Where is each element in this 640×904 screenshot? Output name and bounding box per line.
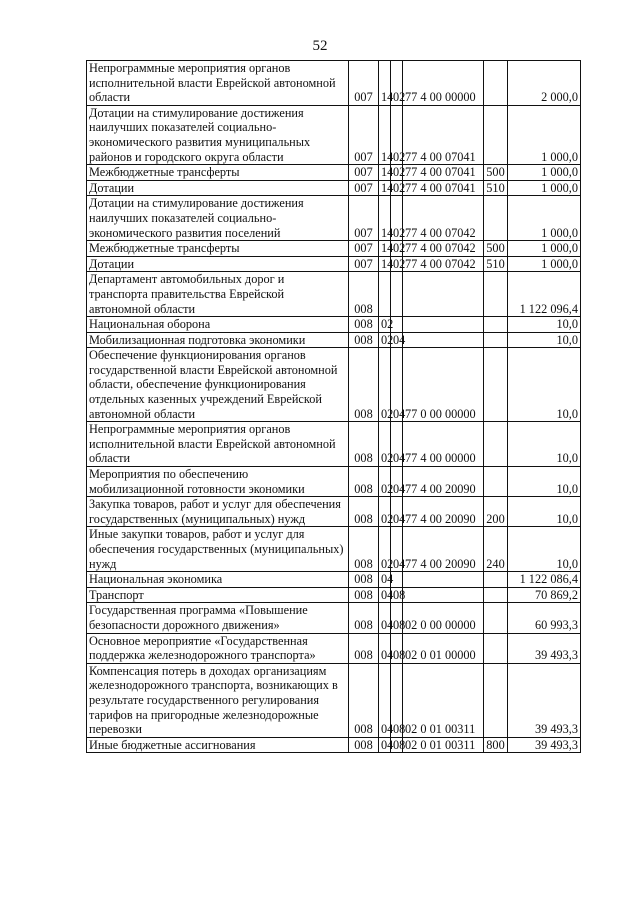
row-target-article: 77 4 00 20090 bbox=[403, 497, 484, 527]
row-expense-type bbox=[484, 348, 508, 422]
row-amount: 39 493,3 bbox=[508, 737, 581, 753]
table-row bbox=[87, 587, 581, 603]
row-subsection-code bbox=[391, 272, 403, 317]
row-name: Закупка товаров, работ и услуг для обеспечения государственных (муниципальных) нужд bbox=[87, 497, 349, 527]
row-amount: 10,0 bbox=[508, 332, 581, 348]
row-target-article bbox=[403, 272, 484, 317]
row-expense-type: 500 bbox=[484, 165, 508, 181]
row-subsection-code: 02 bbox=[391, 256, 403, 272]
row-expense-type: 200 bbox=[484, 497, 508, 527]
row-amount: 10,0 bbox=[508, 497, 581, 527]
row-target-article: 77 4 00 00000 bbox=[403, 61, 484, 106]
table-row bbox=[87, 527, 581, 572]
page-number: 52 bbox=[312, 38, 328, 54]
budget-table bbox=[86, 60, 581, 753]
row-subsection-code: 04 bbox=[391, 467, 403, 497]
row-section-code: 02 bbox=[379, 467, 391, 497]
row-gov-code: 008 bbox=[349, 332, 379, 348]
row-section-code: 14 bbox=[379, 180, 391, 196]
row-target-article: 77 4 00 07042 bbox=[403, 196, 484, 241]
row-target-article: 77 4 00 00000 bbox=[403, 422, 484, 467]
row-expense-type bbox=[484, 587, 508, 603]
row-section-code: 04 bbox=[379, 737, 391, 753]
table-body bbox=[87, 61, 581, 753]
row-gov-code: 008 bbox=[349, 587, 379, 603]
row-amount: 10,0 bbox=[508, 348, 581, 422]
table-row bbox=[87, 332, 581, 348]
row-gov-code: 008 bbox=[349, 272, 379, 317]
row-section-code: 02 bbox=[379, 332, 391, 348]
row-amount: 2 000,0 bbox=[508, 61, 581, 106]
row-subsection-code: 08 bbox=[391, 737, 403, 753]
row-subsection-code: 02 bbox=[391, 61, 403, 106]
table-row bbox=[87, 241, 581, 257]
row-target-article: 02 0 01 00311 bbox=[403, 737, 484, 753]
row-expense-type bbox=[484, 663, 508, 737]
table-row bbox=[87, 272, 581, 317]
row-gov-code: 007 bbox=[349, 241, 379, 257]
table-row bbox=[87, 572, 581, 588]
row-name: Государственная программа «Повышение безопасности дорожного движения» bbox=[87, 603, 349, 633]
row-expense-type bbox=[484, 633, 508, 663]
row-gov-code: 008 bbox=[349, 737, 379, 753]
row-target-article: 77 4 00 20090 bbox=[403, 467, 484, 497]
row-expense-type: 240 bbox=[484, 527, 508, 572]
row-gov-code: 007 bbox=[349, 165, 379, 181]
row-target-article: 77 4 00 07042 bbox=[403, 256, 484, 272]
table-row bbox=[87, 196, 581, 241]
row-amount: 1 000,0 bbox=[508, 196, 581, 241]
row-amount: 1 122 086,4 bbox=[508, 572, 581, 588]
table-row bbox=[87, 422, 581, 467]
row-target-article: 77 4 00 07041 bbox=[403, 165, 484, 181]
row-target-article: 77 4 00 20090 bbox=[403, 527, 484, 572]
row-expense-type bbox=[484, 332, 508, 348]
row-expense-type bbox=[484, 105, 508, 164]
table-row bbox=[87, 737, 581, 753]
row-target-article bbox=[403, 572, 484, 588]
row-name: Непрограммные мероприятия органов исполнительной власти Еврейской автономной области bbox=[87, 61, 349, 106]
row-section-code: 04 bbox=[379, 603, 391, 633]
row-expense-type bbox=[484, 272, 508, 317]
table-row bbox=[87, 348, 581, 422]
row-name: Непрограммные мероприятия органов исполнительной власти Еврейской автономной области bbox=[87, 422, 349, 467]
row-gov-code: 007 bbox=[349, 105, 379, 164]
row-gov-code: 008 bbox=[349, 572, 379, 588]
row-subsection-code: 08 bbox=[391, 587, 403, 603]
row-subsection-code: 02 bbox=[391, 241, 403, 257]
table-row bbox=[87, 633, 581, 663]
row-amount: 60 993,3 bbox=[508, 603, 581, 633]
row-section-code: 02 bbox=[379, 317, 391, 333]
row-expense-type bbox=[484, 196, 508, 241]
table-row bbox=[87, 165, 581, 181]
row-gov-code: 008 bbox=[349, 422, 379, 467]
row-gov-code: 008 bbox=[349, 527, 379, 572]
row-name: Департамент автомобильных дорог и транспорта правительства Еврейской автономной области bbox=[87, 272, 349, 317]
row-amount: 10,0 bbox=[508, 317, 581, 333]
row-amount: 10,0 bbox=[508, 422, 581, 467]
row-expense-type bbox=[484, 317, 508, 333]
row-amount: 1 000,0 bbox=[508, 180, 581, 196]
row-name: Иные закупки товаров, работ и услуг для обеспечения государственных (муниципальных) нужд bbox=[87, 527, 349, 572]
row-section-code: 02 bbox=[379, 497, 391, 527]
row-expense-type: 510 bbox=[484, 256, 508, 272]
row-gov-code: 008 bbox=[349, 497, 379, 527]
row-amount: 10,0 bbox=[508, 467, 581, 497]
row-section-code: 04 bbox=[379, 663, 391, 737]
table-row bbox=[87, 663, 581, 737]
row-gov-code: 007 bbox=[349, 196, 379, 241]
row-section-code: 14 bbox=[379, 165, 391, 181]
row-name: Межбюджетные трансферты bbox=[87, 241, 349, 257]
row-gov-code: 008 bbox=[349, 317, 379, 333]
row-section-code: 02 bbox=[379, 422, 391, 467]
row-subsection-code: 08 bbox=[391, 633, 403, 663]
row-gov-code: 007 bbox=[349, 180, 379, 196]
row-name: Основное мероприятие «Государственная поддержка железнодорожного транспорта» bbox=[87, 633, 349, 663]
row-section-code: 02 bbox=[379, 348, 391, 422]
row-amount: 1 122 096,4 bbox=[508, 272, 581, 317]
row-section-code: 14 bbox=[379, 61, 391, 106]
row-gov-code: 007 bbox=[349, 256, 379, 272]
row-target-article bbox=[403, 332, 484, 348]
table-row bbox=[87, 467, 581, 497]
row-gov-code: 008 bbox=[349, 633, 379, 663]
row-amount: 1 000,0 bbox=[508, 105, 581, 164]
row-name: Межбюджетные трансферты bbox=[87, 165, 349, 181]
row-subsection-code: 04 bbox=[391, 348, 403, 422]
row-target-article: 77 4 00 07041 bbox=[403, 105, 484, 164]
row-name: Транспорт bbox=[87, 587, 349, 603]
row-section-code: 04 bbox=[379, 633, 391, 663]
row-name: Компенсация потерь в доходах организациям железнодорожного транспорта, возникающих в результате государственного регулирования тарифов на пригородные железнодорожные перевозки bbox=[87, 663, 349, 737]
table-row bbox=[87, 256, 581, 272]
row-amount: 1 000,0 bbox=[508, 165, 581, 181]
row-subsection-code: 02 bbox=[391, 165, 403, 181]
row-expense-type bbox=[484, 603, 508, 633]
row-section-code: 14 bbox=[379, 256, 391, 272]
row-expense-type bbox=[484, 422, 508, 467]
row-name: Дотации bbox=[87, 256, 349, 272]
row-target-article: 77 4 00 07041 bbox=[403, 180, 484, 196]
table-row bbox=[87, 105, 581, 164]
row-gov-code: 008 bbox=[349, 603, 379, 633]
row-subsection-code: 02 bbox=[391, 196, 403, 241]
row-subsection-code: 04 bbox=[391, 332, 403, 348]
row-name: Национальная оборона bbox=[87, 317, 349, 333]
row-subsection-code: 02 bbox=[391, 180, 403, 196]
row-section-code bbox=[379, 272, 391, 317]
row-section-code: 14 bbox=[379, 241, 391, 257]
row-amount: 10,0 bbox=[508, 527, 581, 572]
row-amount: 1 000,0 bbox=[508, 256, 581, 272]
row-subsection-code: 08 bbox=[391, 603, 403, 633]
row-subsection-code: 02 bbox=[391, 105, 403, 164]
row-section-code: 14 bbox=[379, 196, 391, 241]
row-gov-code: 008 bbox=[349, 467, 379, 497]
row-name: Дотации на стимулирование достижения наилучших показателей социально-экономического развития муниципальных районов и городского округа области bbox=[87, 105, 349, 164]
row-name: Обеспечение функционирования органов государственной власти Еврейской автономной области, обеспечение функционирования отдельных казенных учреждений Еврейской автономной области bbox=[87, 348, 349, 422]
row-section-code: 02 bbox=[379, 527, 391, 572]
row-target-article bbox=[403, 587, 484, 603]
row-name: Иные бюджетные ассигнования bbox=[87, 737, 349, 753]
row-amount: 39 493,3 bbox=[508, 663, 581, 737]
table-row bbox=[87, 603, 581, 633]
row-expense-type: 500 bbox=[484, 241, 508, 257]
row-subsection-code: 08 bbox=[391, 663, 403, 737]
row-target-article: 02 0 01 00000 bbox=[403, 633, 484, 663]
row-expense-type: 800 bbox=[484, 737, 508, 753]
row-amount: 70 869,2 bbox=[508, 587, 581, 603]
row-name: Дотации bbox=[87, 180, 349, 196]
row-gov-code: 008 bbox=[349, 348, 379, 422]
row-section-code: 04 bbox=[379, 572, 391, 588]
row-target-article: 77 4 00 07042 bbox=[403, 241, 484, 257]
row-name: Дотации на стимулирование достижения наилучших показателей социально-экономического развития поселений bbox=[87, 196, 349, 241]
row-expense-type bbox=[484, 467, 508, 497]
row-name: Мероприятия по обеспечению мобилизационной готовности экономики bbox=[87, 467, 349, 497]
row-amount: 39 493,3 bbox=[508, 633, 581, 663]
row-section-code: 14 bbox=[379, 105, 391, 164]
row-name: Мобилизационная подготовка экономики bbox=[87, 332, 349, 348]
row-subsection-code: 04 bbox=[391, 527, 403, 572]
row-section-code: 04 bbox=[379, 587, 391, 603]
table-row bbox=[87, 497, 581, 527]
row-name: Национальная экономика bbox=[87, 572, 349, 588]
row-gov-code: 007 bbox=[349, 61, 379, 106]
row-target-article: 02 0 01 00311 bbox=[403, 663, 484, 737]
row-subsection-code: 04 bbox=[391, 422, 403, 467]
table-row bbox=[87, 317, 581, 333]
row-target-article bbox=[403, 317, 484, 333]
table-row bbox=[87, 61, 581, 106]
row-target-article: 77 0 00 00000 bbox=[403, 348, 484, 422]
row-amount: 1 000,0 bbox=[508, 241, 581, 257]
row-subsection-code: 04 bbox=[391, 497, 403, 527]
row-target-article: 02 0 00 00000 bbox=[403, 603, 484, 633]
row-expense-type: 510 bbox=[484, 180, 508, 196]
row-expense-type bbox=[484, 572, 508, 588]
row-expense-type bbox=[484, 61, 508, 106]
row-gov-code: 008 bbox=[349, 663, 379, 737]
table-row bbox=[87, 180, 581, 196]
